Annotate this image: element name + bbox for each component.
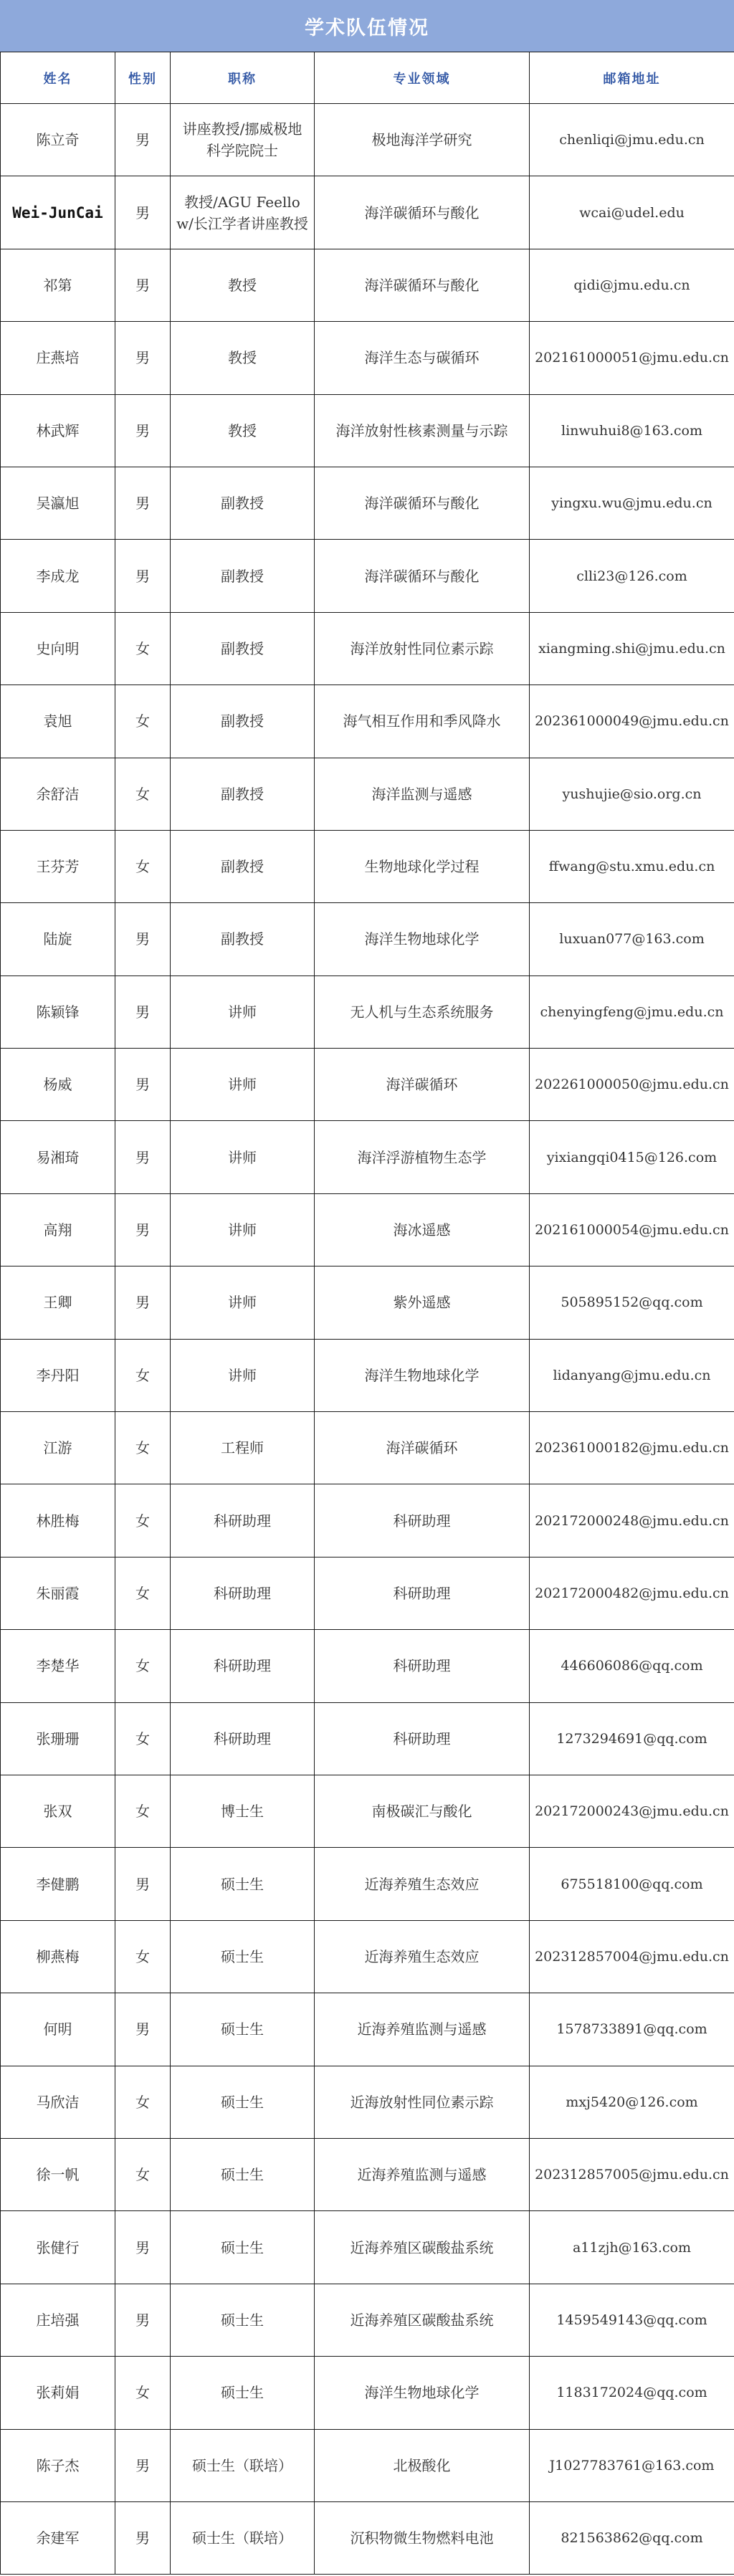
cell-field: 海洋浮游植物生态学: [315, 1121, 530, 1193]
table-row: [1, 104, 734, 176]
table-row: [1, 1121, 734, 1193]
cell-title: 硕士生: [171, 1848, 315, 1920]
cell-email: mxj5420@126.com: [530, 2066, 734, 2138]
cell-field: 海洋放射性同位素示踪: [315, 612, 530, 684]
cell-title: 教授: [171, 249, 315, 321]
cell-email: 202361000182@jmu.edu.cn: [530, 1412, 734, 1484]
cell-title: 讲师: [171, 1193, 315, 1266]
cell-name: 李健鹏: [1, 1848, 115, 1920]
cell-email: linwuhui8@163.com: [530, 394, 734, 467]
cell-name: 朱丽霞: [1, 1557, 115, 1629]
cell-title: 讲师: [171, 1339, 315, 1411]
cell-field: 科研助理: [315, 1630, 530, 1702]
cell-name: 吴瀛旭: [1, 467, 115, 539]
cell-title: 副教授: [171, 540, 315, 612]
table-row: [1, 2066, 734, 2138]
table-row: [1, 975, 734, 1048]
cell-gender: 男: [115, 903, 171, 975]
cell-name: 马欣洁: [1, 2066, 115, 2138]
cell-email: 505895152@qq.com: [530, 1266, 734, 1339]
header-name: 姓名: [1, 52, 115, 104]
cell-field: 海洋放射性核素测量与示踪: [315, 394, 530, 467]
cell-title: 硕士生（联培）: [171, 2501, 315, 2574]
cell-title: 硕士生: [171, 2357, 315, 2429]
table-row: [1, 2211, 734, 2284]
cell-name: 高翔: [1, 1193, 115, 1266]
cell-title: 讲师: [171, 1121, 315, 1193]
cell-gender: 女: [115, 830, 171, 902]
cell-field: 海洋碳循环与酸化: [315, 467, 530, 539]
table-row: [1, 1848, 734, 1920]
cell-field: 科研助理: [315, 1484, 530, 1557]
cell-gender: 男: [115, 1848, 171, 1920]
table-row: [1, 1193, 734, 1266]
cell-gender: 女: [115, 2357, 171, 2429]
cell-name: 陈立奇: [1, 104, 115, 176]
cell-title: 博士生: [171, 1775, 315, 1847]
cell-name: 易湘琦: [1, 1121, 115, 1193]
faculty-table: [0, 52, 734, 2575]
cell-field: 海洋生物地球化学: [315, 2357, 530, 2429]
header-email: 邮箱地址: [530, 52, 734, 104]
cell-name: 杨威: [1, 1049, 115, 1121]
table-row: [1, 2138, 734, 2210]
cell-gender: 女: [115, 1484, 171, 1557]
cell-email: luxuan077@163.com: [530, 903, 734, 975]
table-row: [1, 176, 734, 249]
table-row: [1, 1484, 734, 1557]
cell-gender: 男: [115, 249, 171, 321]
cell-field: 海洋生物地球化学: [315, 1339, 530, 1411]
cell-field: 海洋碳循环: [315, 1049, 530, 1121]
cell-name: 庄培强: [1, 2284, 115, 2356]
cell-title: 硕士生: [171, 2211, 315, 2284]
cell-field: 海冰遥感: [315, 1193, 530, 1266]
cell-name: 袁旭: [1, 685, 115, 758]
cell-title: 硕士生: [171, 2284, 315, 2356]
cell-gender: 女: [115, 685, 171, 758]
cell-email: lidanyang@jmu.edu.cn: [530, 1339, 734, 1411]
cell-name: 余舒洁: [1, 758, 115, 830]
cell-email: xiangming.shi@jmu.edu.cn: [530, 612, 734, 684]
cell-name: 张珊珊: [1, 1702, 115, 1775]
cell-gender: 男: [115, 2284, 171, 2356]
cell-name: 李成龙: [1, 540, 115, 612]
cell-title: 讲师: [171, 1049, 315, 1121]
table-row: [1, 1412, 734, 1484]
cell-email: yushujie@sio.org.cn: [530, 758, 734, 830]
cell-title: 硕士生（联培）: [171, 2429, 315, 2501]
table-row: [1, 758, 734, 830]
cell-email: wcai@udel.edu: [530, 176, 734, 249]
cell-gender: 女: [115, 1702, 171, 1775]
table-row: [1, 322, 734, 394]
cell-name: 林胜梅: [1, 1484, 115, 1557]
table-row: [1, 540, 734, 612]
cell-field: 海洋碳循环与酸化: [315, 176, 530, 249]
table-row: [1, 1339, 734, 1411]
cell-name: 徐一帆: [1, 2138, 115, 2210]
cell-email: 675518100@qq.com: [530, 1848, 734, 1920]
cell-field: 近海养殖监测与遥感: [315, 1993, 530, 2066]
cell-gender: 男: [115, 1193, 171, 1266]
cell-title: 硕士生: [171, 1993, 315, 2066]
table-row: [1, 394, 734, 467]
cell-field: 海洋生态与碳循环: [315, 322, 530, 394]
cell-gender: 男: [115, 1121, 171, 1193]
table-row: [1, 1993, 734, 2066]
cell-title: 硕士生: [171, 1920, 315, 1993]
cell-field: 北极酸化: [315, 2429, 530, 2501]
cell-name: 王芬芳: [1, 830, 115, 902]
cell-email: 202161000051@jmu.edu.cn: [530, 322, 734, 394]
cell-email: a11zjh@163.com: [530, 2211, 734, 2284]
cell-name: 陆旋: [1, 903, 115, 975]
cell-title: 副教授: [171, 903, 315, 975]
cell-title: 教授/AGU Feellow/长江学者讲座教授: [171, 176, 315, 249]
cell-email: 202361000049@jmu.edu.cn: [530, 685, 734, 758]
cell-name: 柳燕梅: [1, 1920, 115, 1993]
cell-email: chenyingfeng@jmu.edu.cn: [530, 975, 734, 1048]
cell-email: clli23@126.com: [530, 540, 734, 612]
cell-email: yixiangqi0415@126.com: [530, 1121, 734, 1193]
cell-name: 张健行: [1, 2211, 115, 2284]
cell-title: 教授: [171, 394, 315, 467]
table-row: [1, 830, 734, 902]
cell-field: 科研助理: [315, 1702, 530, 1775]
cell-gender: 女: [115, 1339, 171, 1411]
table-row: [1, 1049, 734, 1121]
cell-email: 446606086@qq.com: [530, 1630, 734, 1702]
cell-field: 近海养殖区碳酸盐系统: [315, 2211, 530, 2284]
cell-name: 祁第: [1, 249, 115, 321]
cell-title: 科研助理: [171, 1484, 315, 1557]
table-row: [1, 2357, 734, 2429]
cell-field: 海气相互作用和季风降水: [315, 685, 530, 758]
cell-field: 近海养殖生态效应: [315, 1920, 530, 1993]
cell-email: 202261000050@jmu.edu.cn: [530, 1049, 734, 1121]
table-row: [1, 1702, 734, 1775]
cell-title: 讲师: [171, 975, 315, 1048]
cell-email: 1273294691@qq.com: [530, 1702, 734, 1775]
cell-field: 科研助理: [315, 1557, 530, 1629]
cell-field: 无人机与生态系统服务: [315, 975, 530, 1048]
table-row: [1, 685, 734, 758]
cell-field: 海洋监测与遥感: [315, 758, 530, 830]
table-header-row: [1, 52, 734, 104]
cell-title: 副教授: [171, 612, 315, 684]
cell-gender: 女: [115, 2138, 171, 2210]
cell-name: 庄燕培: [1, 322, 115, 394]
cell-title: 硕士生: [171, 2138, 315, 2210]
cell-field: 紫外遥感: [315, 1266, 530, 1339]
cell-title: 讲座教授/挪威极地科学院院士: [171, 104, 315, 176]
cell-email: qidi@jmu.edu.cn: [530, 249, 734, 321]
table-row: [1, 2284, 734, 2356]
cell-name: 陈颖锋: [1, 975, 115, 1048]
cell-gender: 男: [115, 176, 171, 249]
cell-field: 近海养殖监测与遥感: [315, 2138, 530, 2210]
cell-title: 科研助理: [171, 1630, 315, 1702]
cell-email: yingxu.wu@jmu.edu.cn: [530, 467, 734, 539]
table-row: [1, 903, 734, 975]
cell-gender: 女: [115, 1775, 171, 1847]
table-row: [1, 1920, 734, 1993]
cell-gender: 男: [115, 975, 171, 1048]
table-row: [1, 1266, 734, 1339]
cell-gender: 女: [115, 612, 171, 684]
cell-name: Wei-JunCai: [1, 176, 115, 249]
table-row: [1, 249, 734, 321]
cell-gender: 男: [115, 394, 171, 467]
cell-field: 近海放射性同位素示踪: [315, 2066, 530, 2138]
cell-title: 讲师: [171, 1266, 315, 1339]
cell-email: 202172000243@jmu.edu.cn: [530, 1775, 734, 1847]
cell-title: 副教授: [171, 830, 315, 902]
cell-gender: 男: [115, 2501, 171, 2574]
cell-title: 工程师: [171, 1412, 315, 1484]
cell-gender: 男: [115, 104, 171, 176]
cell-email: 1578733891@qq.com: [530, 1993, 734, 2066]
cell-gender: 女: [115, 1630, 171, 1702]
cell-name: 林武辉: [1, 394, 115, 467]
cell-field: 南极碳汇与酸化: [315, 1775, 530, 1847]
cell-field: 沉积物微生物燃料电池: [315, 2501, 530, 2574]
table-row: [1, 1630, 734, 1702]
table-body: [1, 104, 734, 2575]
cell-email: J1027783761@163.com: [530, 2429, 734, 2501]
cell-name: 李楚华: [1, 1630, 115, 1702]
page-title: 学术队伍情况: [0, 0, 734, 52]
cell-title: 硕士生: [171, 2066, 315, 2138]
cell-email: 1183172024@qq.com: [530, 2357, 734, 2429]
cell-name: 江游: [1, 1412, 115, 1484]
cell-gender: 女: [115, 2066, 171, 2138]
cell-email: 202161000054@jmu.edu.cn: [530, 1193, 734, 1266]
cell-field: 近海养殖区碳酸盐系统: [315, 2284, 530, 2356]
table-row: [1, 612, 734, 684]
cell-email: 202172000482@jmu.edu.cn: [530, 1557, 734, 1629]
cell-name: 张莉娟: [1, 2357, 115, 2429]
cell-title: 副教授: [171, 758, 315, 830]
cell-email: ffwang@stu.xmu.edu.cn: [530, 830, 734, 902]
cell-title: 副教授: [171, 685, 315, 758]
header-gender: 性别: [115, 52, 171, 104]
cell-name: 张双: [1, 1775, 115, 1847]
cell-name: 余建军: [1, 2501, 115, 2574]
table-row: [1, 467, 734, 539]
cell-gender: 男: [115, 467, 171, 539]
cell-gender: 男: [115, 1993, 171, 2066]
cell-gender: 女: [115, 1557, 171, 1629]
cell-gender: 女: [115, 1920, 171, 1993]
cell-email: 202312857005@jmu.edu.cn: [530, 2138, 734, 2210]
cell-gender: 男: [115, 2211, 171, 2284]
cell-title: 副教授: [171, 467, 315, 539]
table-row: [1, 2501, 734, 2574]
cell-email: 1459549143@qq.com: [530, 2284, 734, 2356]
cell-email: chenliqi@jmu.edu.cn: [530, 104, 734, 176]
cell-title: 科研助理: [171, 1702, 315, 1775]
cell-gender: 男: [115, 2429, 171, 2501]
cell-name: 何明: [1, 1993, 115, 2066]
cell-title: 教授: [171, 322, 315, 394]
cell-field: 生物地球化学过程: [315, 830, 530, 902]
cell-field: 海洋碳循环: [315, 1412, 530, 1484]
cell-name: 史向明: [1, 612, 115, 684]
cell-field: 海洋碳循环与酸化: [315, 540, 530, 612]
cell-gender: 男: [115, 1049, 171, 1121]
cell-name: 王卿: [1, 1266, 115, 1339]
table-row: [1, 1775, 734, 1847]
cell-gender: 女: [115, 758, 171, 830]
cell-email: 202172000248@jmu.edu.cn: [530, 1484, 734, 1557]
cell-field: 极地海洋学研究: [315, 104, 530, 176]
cell-gender: 女: [115, 1412, 171, 1484]
cell-name: 李丹阳: [1, 1339, 115, 1411]
cell-title: 科研助理: [171, 1557, 315, 1629]
cell-field: 海洋碳循环与酸化: [315, 249, 530, 321]
cell-field: 海洋生物地球化学: [315, 903, 530, 975]
header-field: 专业领域: [315, 52, 530, 104]
cell-gender: 男: [115, 1266, 171, 1339]
cell-gender: 男: [115, 322, 171, 394]
cell-field: 近海养殖生态效应: [315, 1848, 530, 1920]
table-row: [1, 1557, 734, 1629]
header-title: 职称: [171, 52, 315, 104]
cell-email: 821563862@qq.com: [530, 2501, 734, 2574]
table-row: [1, 2429, 734, 2501]
cell-name: 陈子杰: [1, 2429, 115, 2501]
cell-email: 202312857004@jmu.edu.cn: [530, 1920, 734, 1993]
cell-gender: 男: [115, 540, 171, 612]
